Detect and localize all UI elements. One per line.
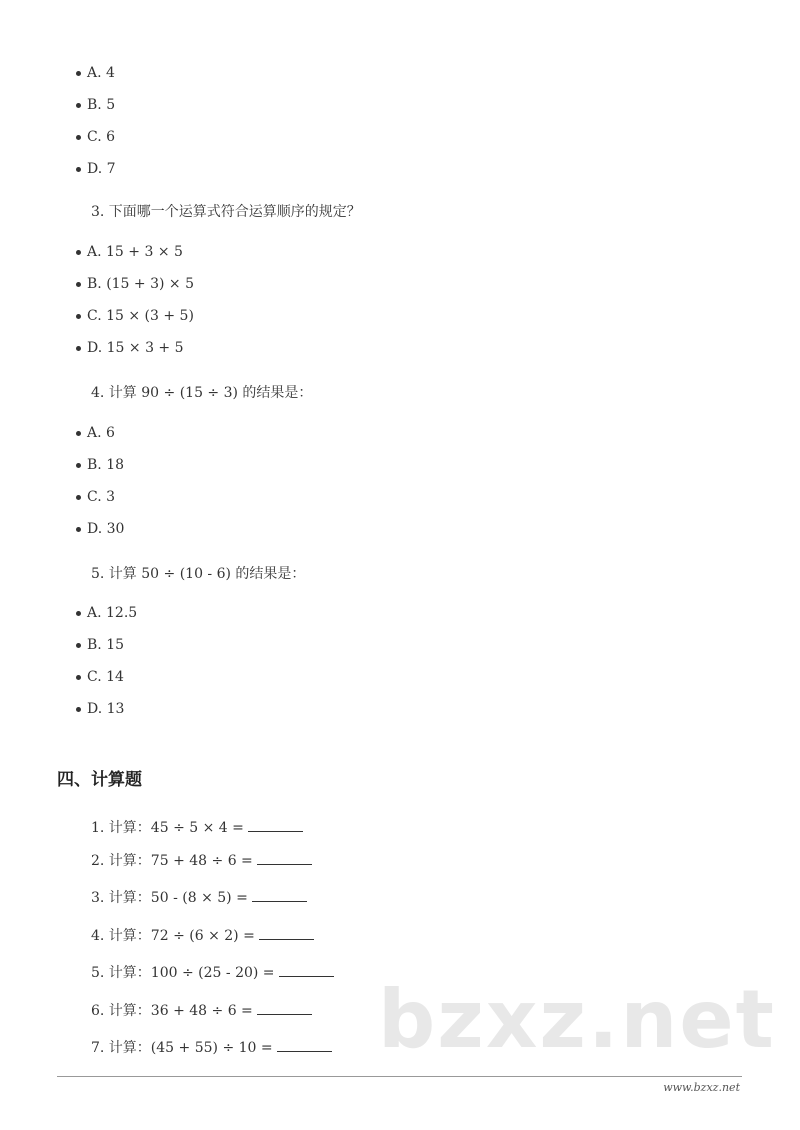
calc-item bbox=[91, 850, 312, 870]
calc-text: 6. 计算：36 + 48 ÷ 6 = bbox=[91, 1003, 253, 1019]
option-text: C. 14 bbox=[87, 669, 124, 685]
option-text: D. 15 × 3 + 5 bbox=[87, 340, 184, 356]
bullet-icon bbox=[76, 527, 81, 532]
answer-blank[interactable] bbox=[248, 817, 303, 832]
calc-item bbox=[91, 1037, 332, 1057]
calc-item bbox=[91, 817, 303, 837]
bullet-icon bbox=[76, 103, 81, 108]
section-heading: 四、计算题 bbox=[57, 770, 142, 790]
option-text: B. 5 bbox=[87, 97, 116, 113]
option bbox=[76, 275, 194, 293]
option-text: B. 18 bbox=[87, 457, 125, 473]
option bbox=[76, 424, 115, 442]
calc-item bbox=[91, 925, 314, 945]
bullet-icon bbox=[76, 135, 81, 140]
bullet-icon bbox=[76, 282, 81, 287]
option-text: C. 3 bbox=[87, 489, 116, 505]
bullet-icon bbox=[76, 463, 81, 468]
answer-blank[interactable] bbox=[259, 925, 314, 940]
calc-text: 3. 计算：50 - (8 × 5) = bbox=[91, 890, 248, 906]
option-text: C. 15 × (3 + 5) bbox=[87, 308, 194, 324]
option bbox=[76, 339, 184, 357]
answer-blank[interactable] bbox=[252, 887, 307, 902]
bullet-icon bbox=[76, 71, 81, 76]
bullet-icon bbox=[76, 495, 81, 500]
option bbox=[76, 243, 183, 261]
answer-blank[interactable] bbox=[279, 962, 334, 977]
watermark: bzxz.net bbox=[378, 973, 776, 1066]
calc-text: 7. 计算：(45 + 55) ÷ 10 = bbox=[91, 1040, 273, 1056]
answer-blank[interactable] bbox=[277, 1037, 332, 1052]
calc-text: 4. 计算：72 ÷ (6 × 2) = bbox=[91, 928, 255, 944]
footer-divider bbox=[57, 1076, 742, 1077]
option bbox=[76, 160, 116, 178]
bullet-icon bbox=[76, 643, 81, 648]
bullet-icon bbox=[76, 314, 81, 319]
option-text: D. 30 bbox=[87, 521, 125, 537]
bullet-icon bbox=[76, 611, 81, 616]
option bbox=[76, 456, 124, 474]
calc-item bbox=[91, 887, 307, 907]
answer-blank[interactable] bbox=[257, 850, 312, 865]
calc-item bbox=[91, 1000, 312, 1020]
option bbox=[76, 604, 137, 622]
calc-item bbox=[91, 962, 334, 982]
bullet-icon bbox=[76, 431, 81, 436]
option-text: A. 15 + 3 × 5 bbox=[87, 244, 183, 260]
option bbox=[76, 128, 115, 146]
calc-text: 1. 计算：45 ÷ 5 × 4 = bbox=[91, 820, 244, 836]
bullet-icon bbox=[76, 675, 81, 680]
bullet-icon bbox=[76, 167, 81, 172]
calc-text: 2. 计算：75 + 48 ÷ 6 = bbox=[91, 853, 253, 869]
question-5: 5. 计算 50 ÷ (10 - 6) 的结果是： bbox=[91, 566, 306, 582]
option-text: B. (15 + 3) × 5 bbox=[87, 276, 195, 292]
bullet-icon bbox=[76, 250, 81, 255]
option-text: A. 6 bbox=[87, 425, 115, 441]
option bbox=[76, 700, 124, 718]
calc-text: 5. 计算：100 ÷ (25 - 20) = bbox=[91, 965, 275, 981]
answer-blank[interactable] bbox=[257, 1000, 312, 1015]
option-text: A. 4 bbox=[87, 65, 115, 81]
option bbox=[76, 96, 115, 114]
footer-url: www.bzxz.net bbox=[663, 1081, 740, 1094]
option bbox=[76, 636, 124, 654]
option bbox=[76, 668, 124, 686]
question-4: 4. 计算 90 ÷ (15 ÷ 3) 的结果是： bbox=[91, 385, 313, 401]
option-text: A. 12.5 bbox=[87, 605, 138, 621]
bullet-icon bbox=[76, 346, 81, 351]
option bbox=[76, 307, 194, 325]
option-text: D. 7 bbox=[87, 161, 116, 177]
bullet-icon bbox=[76, 707, 81, 712]
option-text: B. 15 bbox=[87, 637, 125, 653]
option bbox=[76, 488, 115, 506]
option-text: C. 6 bbox=[87, 129, 116, 145]
option bbox=[76, 520, 124, 538]
option bbox=[76, 64, 115, 82]
question-3: 3. 下面哪一个运算式符合运算顺序的规定？ bbox=[91, 204, 361, 220]
option-text: D. 13 bbox=[87, 701, 125, 717]
